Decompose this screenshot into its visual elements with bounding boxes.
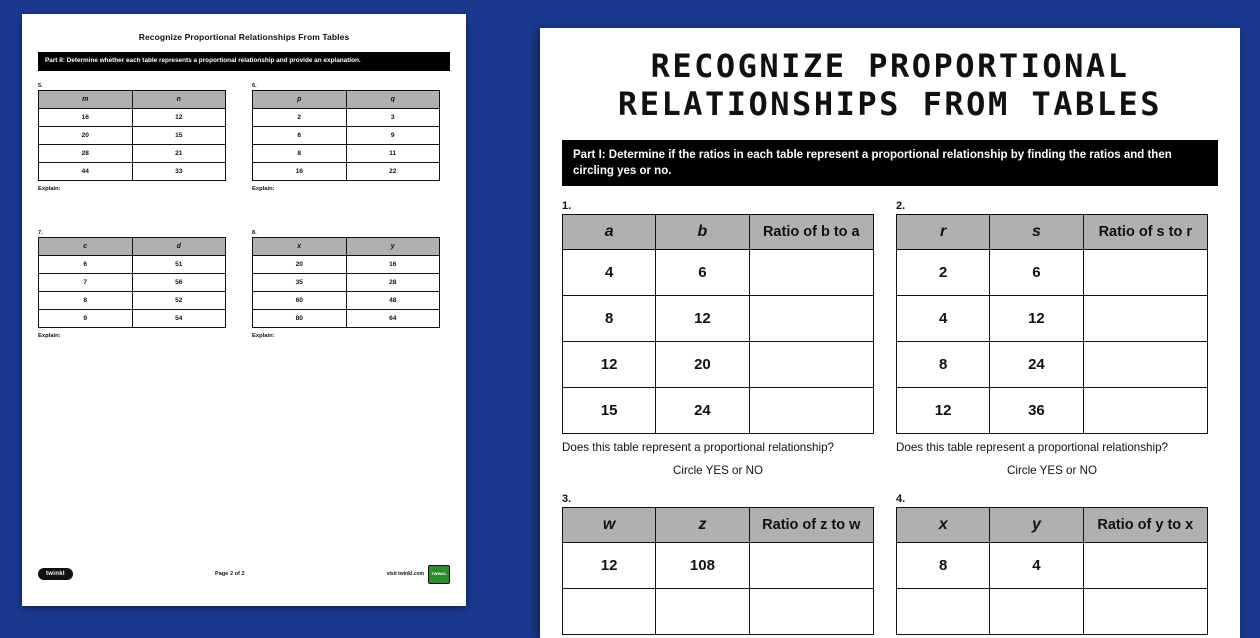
table-2 bbox=[896, 214, 1208, 434]
table-row bbox=[253, 309, 440, 327]
table-row bbox=[253, 126, 440, 144]
cell: 64 bbox=[346, 309, 440, 327]
table-3 bbox=[562, 507, 874, 635]
cell: 3 bbox=[346, 108, 440, 126]
worksheet-page-1[interactable] bbox=[540, 28, 1240, 638]
col-header: q bbox=[346, 90, 440, 108]
cell: 80 bbox=[253, 309, 347, 327]
cell: 22 bbox=[346, 162, 440, 180]
question-number: 6. bbox=[252, 82, 257, 89]
page2-row-1 bbox=[38, 83, 450, 192]
cell: 12 bbox=[132, 108, 226, 126]
cell: 2 bbox=[897, 249, 990, 295]
table-7 bbox=[38, 237, 226, 328]
cell: 51 bbox=[132, 255, 226, 273]
cell: 2 bbox=[253, 108, 347, 126]
circle-yes-no[interactable]: Circle YES or NO bbox=[1007, 463, 1097, 477]
cell bbox=[656, 588, 749, 634]
question-4 bbox=[896, 493, 1208, 635]
answer-cell[interactable] bbox=[1083, 249, 1207, 295]
col-header: x bbox=[897, 507, 990, 542]
question-prompt: Does this table represent a proportional relationship? bbox=[896, 440, 1168, 454]
cell: 24 bbox=[990, 341, 1083, 387]
table-row bbox=[39, 108, 226, 126]
cell: 4 bbox=[897, 295, 990, 341]
cell: 15 bbox=[132, 126, 226, 144]
cell: 28 bbox=[39, 144, 133, 162]
table-row bbox=[897, 295, 1208, 341]
twinkl-badge-icon: TWINKL bbox=[428, 565, 450, 584]
answer-cell[interactable] bbox=[749, 341, 873, 387]
cell bbox=[897, 588, 990, 634]
explain-label: Explain: bbox=[252, 332, 275, 339]
table-row bbox=[253, 291, 440, 309]
question-5 bbox=[38, 83, 226, 192]
question-6 bbox=[252, 83, 440, 192]
page1-title-line-2: RELATIONSHIPS FROM TABLES bbox=[617, 84, 1163, 123]
col-header: a bbox=[563, 214, 656, 249]
explain-label: Explain: bbox=[38, 185, 61, 192]
page1-title-line-1: RECOGNIZE PROPORTIONAL bbox=[650, 47, 1130, 85]
col-header: w bbox=[563, 507, 656, 542]
table-row bbox=[897, 341, 1208, 387]
question-number: 8. bbox=[252, 229, 257, 236]
cell: 16 bbox=[253, 162, 347, 180]
question-number: 3. bbox=[562, 492, 572, 505]
table-5 bbox=[38, 90, 226, 181]
cell: 20 bbox=[39, 126, 133, 144]
cell: 44 bbox=[39, 162, 133, 180]
cell: 8 bbox=[897, 542, 990, 588]
question-3 bbox=[562, 493, 874, 635]
answer-cell[interactable] bbox=[1083, 542, 1207, 588]
question-number: 4. bbox=[896, 492, 906, 505]
table-4 bbox=[896, 507, 1208, 635]
table-row bbox=[253, 162, 440, 180]
page1-row-2 bbox=[562, 493, 1218, 635]
page2-title: Recognize Proportional Relationships From Tables bbox=[138, 32, 350, 42]
table-row bbox=[39, 162, 226, 180]
answer-cell[interactable] bbox=[749, 387, 873, 433]
cell: 9 bbox=[39, 309, 133, 327]
table-row bbox=[897, 588, 1208, 634]
answer-cell[interactable] bbox=[749, 295, 873, 341]
answer-cell[interactable] bbox=[1083, 295, 1207, 341]
table-row bbox=[253, 144, 440, 162]
cell: 6 bbox=[253, 126, 347, 144]
cell: 4 bbox=[990, 542, 1083, 588]
col-header-ratio: Ratio of y to x bbox=[1083, 507, 1207, 542]
col-header: z bbox=[656, 507, 749, 542]
page1-title bbox=[562, 48, 1218, 124]
explain-label: Explain: bbox=[252, 185, 275, 192]
table-row bbox=[563, 295, 874, 341]
table-row bbox=[563, 387, 874, 433]
table-8 bbox=[252, 237, 440, 328]
page1-instruction-band: Part I: Determine if the ratios in each table represent a proportional relationship by finding the ratios and then circling yes or no. bbox=[562, 140, 1218, 186]
cell: 108 bbox=[656, 542, 749, 588]
table-row bbox=[39, 273, 226, 291]
page2-instruction-band: Part II: Determine whether each table represents a proportional relationship and provide an explanation. bbox=[38, 52, 450, 71]
col-header-ratio: Ratio of z to w bbox=[749, 507, 873, 542]
col-header: s bbox=[990, 214, 1083, 249]
cell: 12 bbox=[656, 295, 749, 341]
cell: 20 bbox=[253, 255, 347, 273]
cell: 24 bbox=[656, 387, 749, 433]
table-row bbox=[563, 542, 874, 588]
page2-footer bbox=[38, 564, 450, 584]
col-header: x bbox=[253, 237, 347, 255]
col-header: y bbox=[346, 237, 440, 255]
col-header-ratio: Ratio of s to r bbox=[1083, 214, 1207, 249]
table-row bbox=[39, 255, 226, 273]
cell: 6 bbox=[990, 249, 1083, 295]
footer-visit-block bbox=[387, 565, 450, 584]
question-2 bbox=[896, 200, 1208, 477]
cell: 8 bbox=[563, 295, 656, 341]
col-header: r bbox=[897, 214, 990, 249]
cell: 7 bbox=[39, 273, 133, 291]
col-header: m bbox=[39, 90, 133, 108]
question-7 bbox=[38, 230, 226, 339]
table-1 bbox=[562, 214, 874, 434]
table-row bbox=[253, 255, 440, 273]
cell: 11 bbox=[346, 144, 440, 162]
table-row bbox=[253, 108, 440, 126]
question-8 bbox=[252, 230, 440, 339]
col-header: p bbox=[253, 90, 347, 108]
col-header: d bbox=[132, 237, 226, 255]
table-row bbox=[39, 309, 226, 327]
cell: 20 bbox=[656, 341, 749, 387]
table-6 bbox=[252, 90, 440, 181]
cell: 6 bbox=[656, 249, 749, 295]
question-number: 7. bbox=[38, 229, 43, 236]
cell: 48 bbox=[346, 291, 440, 309]
cell: 9 bbox=[346, 126, 440, 144]
explain-label: Explain: bbox=[38, 332, 61, 339]
cell: 12 bbox=[990, 295, 1083, 341]
cell: 56 bbox=[132, 273, 226, 291]
cell: 54 bbox=[132, 309, 226, 327]
twinkl-logo: twinkl bbox=[38, 568, 73, 580]
answer-cell[interactable] bbox=[1083, 341, 1207, 387]
table-row bbox=[897, 249, 1208, 295]
cell: 35 bbox=[253, 273, 347, 291]
page1-row-1 bbox=[562, 200, 1218, 477]
answer-cell[interactable] bbox=[749, 542, 873, 588]
cell: 60 bbox=[253, 291, 347, 309]
answer-cell[interactable] bbox=[749, 588, 873, 634]
cell: 33 bbox=[132, 162, 226, 180]
table-row bbox=[897, 387, 1208, 433]
question-number: 1. bbox=[562, 199, 572, 212]
table-row bbox=[39, 126, 226, 144]
cell: 8 bbox=[39, 291, 133, 309]
cell: 12 bbox=[897, 387, 990, 433]
page-number: Page 2 of 2 bbox=[215, 571, 245, 577]
table-row bbox=[563, 588, 874, 634]
col-header: c bbox=[39, 237, 133, 255]
worksheet-page-2[interactable] bbox=[22, 14, 466, 606]
cell: 12 bbox=[563, 542, 656, 588]
cell: 4 bbox=[563, 249, 656, 295]
answer-cell[interactable] bbox=[1083, 588, 1207, 634]
cell: 52 bbox=[132, 291, 226, 309]
cell: 28 bbox=[346, 273, 440, 291]
cell: 6 bbox=[39, 255, 133, 273]
cell bbox=[563, 588, 656, 634]
cell: 8 bbox=[897, 341, 990, 387]
page2-row-2 bbox=[38, 230, 450, 339]
table-row bbox=[253, 273, 440, 291]
col-header-ratio: Ratio of b to a bbox=[749, 214, 873, 249]
cell: 15 bbox=[563, 387, 656, 433]
circle-yes-no[interactable]: Circle YES or NO bbox=[673, 463, 763, 477]
table-row bbox=[39, 291, 226, 309]
cell: 8 bbox=[253, 144, 347, 162]
col-header: b bbox=[656, 214, 749, 249]
cell: 12 bbox=[563, 341, 656, 387]
table-row bbox=[563, 249, 874, 295]
col-header: y bbox=[990, 507, 1083, 542]
cell bbox=[990, 588, 1083, 634]
question-number: 2. bbox=[896, 199, 906, 212]
table-row bbox=[897, 542, 1208, 588]
question-1 bbox=[562, 200, 874, 477]
question-prompt: Does this table represent a proportional relationship? bbox=[562, 440, 834, 454]
col-header: n bbox=[132, 90, 226, 108]
cell: 16 bbox=[39, 108, 133, 126]
question-number: 5. bbox=[38, 82, 43, 89]
answer-cell[interactable] bbox=[749, 249, 873, 295]
cell: 36 bbox=[990, 387, 1083, 433]
cell: 21 bbox=[132, 144, 226, 162]
table-row bbox=[39, 144, 226, 162]
table-row bbox=[563, 341, 874, 387]
cell: 16 bbox=[346, 255, 440, 273]
visit-link[interactable]: visit twinkl.com bbox=[386, 571, 424, 577]
answer-cell[interactable] bbox=[1083, 387, 1207, 433]
